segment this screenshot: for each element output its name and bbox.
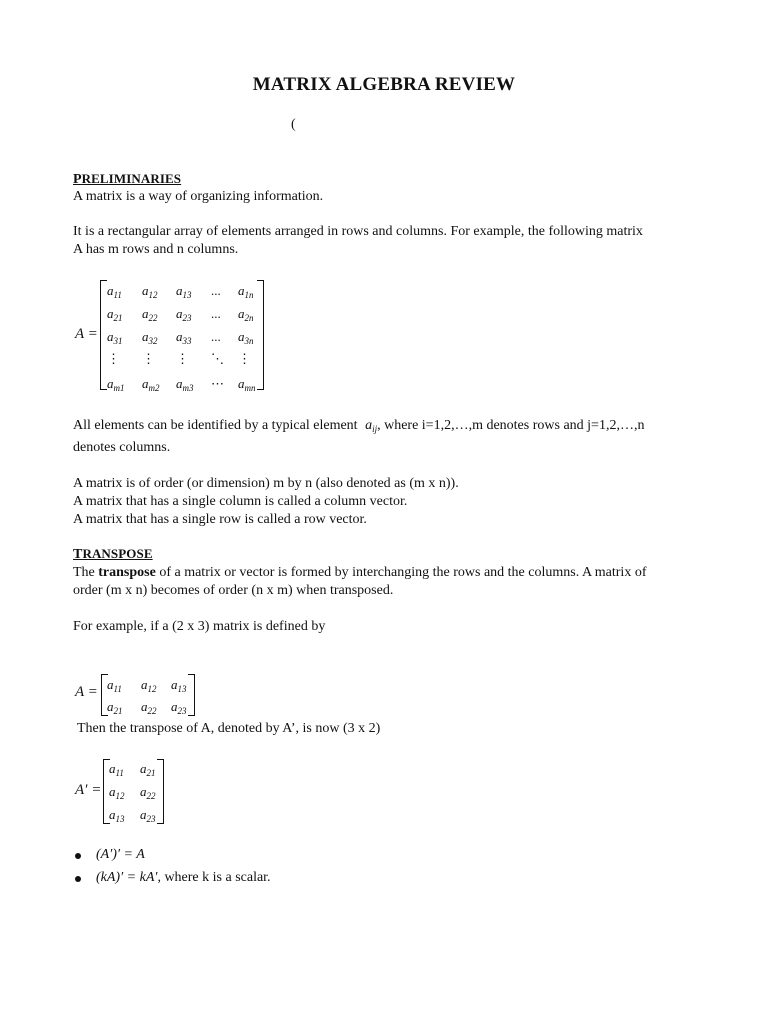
matrix-a-cell-2-2: $a_{22}$ [141,699,157,716]
elements-line2: denotes columns. [73,440,171,455]
matrix-a-general-cell-1-3: $a_{13}$ [176,283,192,300]
matrix-a-general-cell-3-4: ... [211,329,221,344]
matrix-a-general-cell-1-5: $a_{1n}$ [238,283,254,300]
preliminaries-line3: A has m rows and n columns. [73,242,239,257]
matrix-a-general-cell-1-2: $a_{12}$ [142,283,158,300]
matrix-a-transpose-cell-2-2: $a_{22}$ [140,784,156,801]
matrix-a-general-cell-4-5: ⋮ [238,351,251,366]
matrix-a-general-cell-4-4: ⋱ [211,351,224,366]
order-line3: A matrix that has a single row is called a row vector. [73,512,367,527]
elements-line1 [73,417,644,435]
matrix-a-cell-2-1: $a_{21}$ [107,699,123,716]
matrix-a-general-cell-1-1: $a_{11}$ [107,283,122,300]
matrix-a-cell-2-3: $a_{23}$ [171,699,187,716]
matrix-a-general-cell-5-4: ⋯ [211,376,224,391]
matrix-a-general-left-bracket [100,280,107,390]
bullet-dot-2 [75,876,81,882]
matrix-a-label: A = [75,684,98,700]
bullet-item-2-formula: (kA)′ = kA′ [96,870,158,885]
matrix-a-right-bracket [188,674,195,716]
matrix-a-general-cell-3-5: $a_{3n}$ [238,329,254,346]
matrix-a-transpose-right-bracket [157,759,164,824]
matrix-a-transpose-cell-3-2: $a_{23}$ [140,807,156,824]
transpose-heading-initial: T [73,547,83,562]
then-line: Then the transpose of A, denoted by A’, is now (3 x 2) [77,721,381,736]
preliminaries-heading-rest: RELIMINARIES [81,171,182,186]
page-title: MATRIX ALGEBRA REVIEW [252,74,516,95]
bullet-item-1: (A′)′ = A [96,847,145,862]
matrix-a-general-cell-2-5: $a_{2n}$ [238,306,254,323]
transpose-term: transpose [98,565,156,580]
matrix-a-general-cell-3-1: $a_{31}$ [107,329,123,346]
matrix-a-general-cell-4-2: ⋮ [142,351,155,366]
matrix-a-general-cell-4-1: ⋮ [107,351,120,366]
matrix-a-transpose-cell-3-1: $a_{13}$ [109,807,125,824]
matrix-a-cell-1-2: $a_{12}$ [141,677,157,694]
matrix-a-general-cell-5-3: $a_{m3}$ [176,376,194,393]
bullet-item-2-text: , where k is a scalar. [157,870,271,885]
matrix-a-transpose-label: A′ = [75,782,102,798]
matrix-a-general-right-bracket [257,280,264,390]
order-line2: A matrix that has a single column is called a column vector. [73,494,408,509]
matrix-a-general-cell-2-1: $a_{21}$ [107,306,123,323]
matrix-a-general-cell-3-3: $a_{33}$ [176,329,192,346]
preliminaries-heading-initial: P [73,172,82,187]
subtitle-paren: ( [291,117,296,132]
matrix-a-transpose-cell-2-1: $a_{12}$ [109,784,125,801]
matrix-a-general-cell-5-2: $a_{m2}$ [142,376,160,393]
typical-element-symbol: $a_{ij}$ [365,418,378,434]
matrix-a-general-cell-2-3: $a_{23}$ [176,306,192,323]
matrix-a-general-cell-5-1: $a_{m1}$ [107,376,125,393]
order-line1: A matrix is of order (or dimension) m by n (also denoted as (m x n)). [73,476,459,491]
preliminaries-line2: It is a rectangular array of elements arranged in rows and columns. For example, the following matrix [73,224,643,239]
matrix-a-general-label: A = [75,326,98,342]
elements-line1-end: , where i=1,2,…,m denotes rows and j=1,2,…,n [377,418,645,433]
matrix-a-general-cell-2-2: $a_{22}$ [142,306,158,323]
elements-line1-start: All elements can be identified by a typical element [73,418,358,433]
preliminaries-line1: A matrix is a way of organizing information. [73,189,324,204]
matrix-a-cell-1-1: $a_{11}$ [107,677,122,694]
matrix-a-transpose-cell-1-2: $a_{21}$ [140,761,156,778]
transpose-line1-start: The [73,565,95,580]
transpose-line2: order (m x n) becomes of order (n x m) when transposed. [73,583,394,598]
transpose-heading-rest: RANSPOSE [82,546,153,561]
transpose-line1-end: of a matrix or vector is formed by interchanging the rows and the columns. A matrix of [159,565,647,580]
transpose-line1 [73,564,646,582]
matrix-a-general-cell-3-2: $a_{32}$ [142,329,158,346]
matrix-a-transpose-cell-1-1: $a_{11}$ [109,761,124,778]
matrix-a-general-cell-2-4: ... [211,306,221,321]
matrix-a-general-cell-1-4: ... [211,283,221,298]
transpose-example-line: For example, if a (2 x 3) matrix is defined by [73,619,326,634]
bullet-item-2 [96,869,271,887]
matrix-a-general-cell-5-5: $a_{mn}$ [238,376,256,393]
bullet-dot-1 [75,853,81,859]
matrix-a-cell-1-3: $a_{13}$ [171,677,187,694]
preliminaries-heading [73,171,181,188]
matrix-a-general-cell-4-3: ⋮ [176,351,189,366]
transpose-heading [73,546,153,563]
